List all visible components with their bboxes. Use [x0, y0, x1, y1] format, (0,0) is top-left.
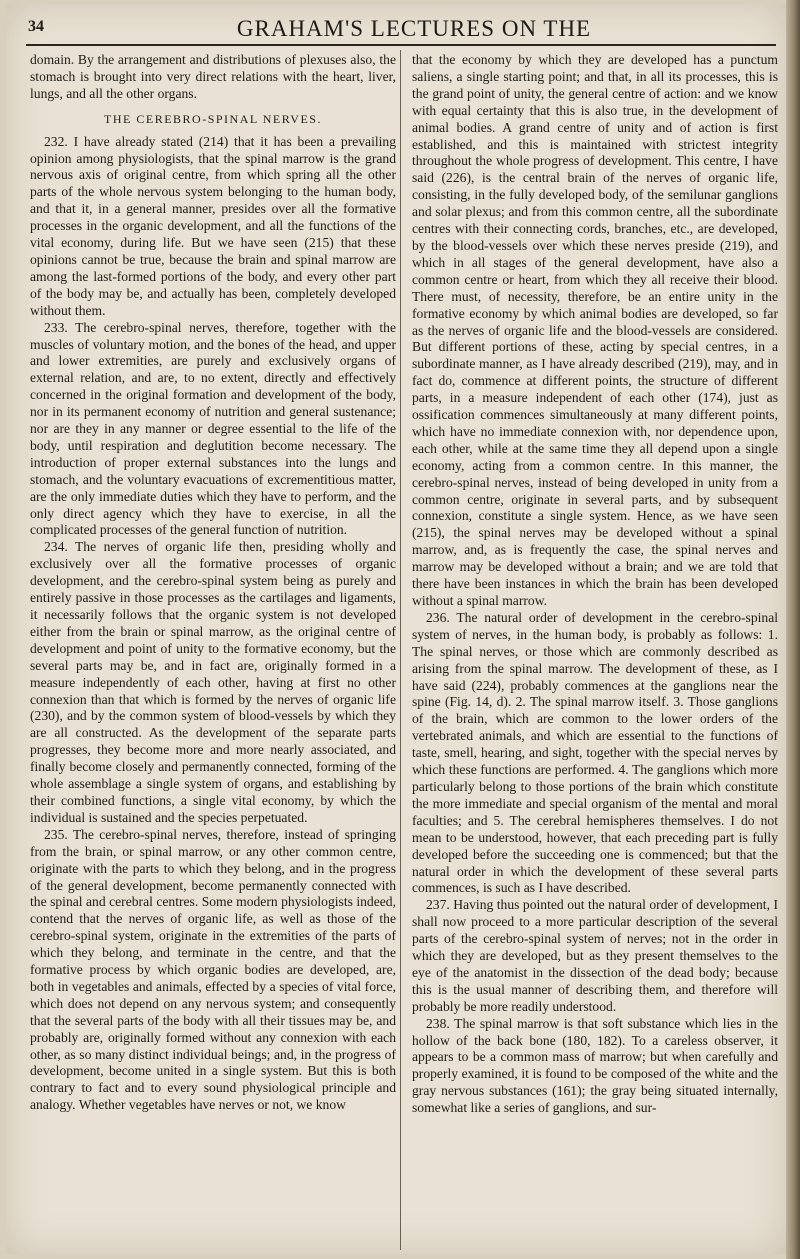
page-number: 34 [28, 18, 44, 35]
paragraph-237: 237. Having thus pointed out the natural order of development, I shall now proceed to a more particular description of the several parts of the cerebro-spinal system of nerves; not in the order in which they are developed, but as they present themselves to the eye of the anatomist in the dissection of the dead body; because this is the usual manner of describing them, and therefore will probably be more readily understood. [412, 897, 778, 1014]
left-column [30, 52, 396, 1114]
paragraph-intro: domain. By the arrangement and distributions of plexuses also, the stomach is brought into very direct relations with the heart, liver, lungs, and all the other organs. [30, 52, 396, 101]
paragraph-234: 234. The nerves of organic life then, presiding wholly and exclusively over all the formative processes of organic development, and the cerebro-spinal system being as purely and entirely passive in those processes as the cartilages and ligaments, it necessarily follows that the organic system is not developed either from the brain or spinal marrow, as the original centre of development and point of unity to the formative economy, but the several parts may be, and in fact are, originally formed in a measure independently of each other, having at first no other connexion than that which is formed by the nerves of organic life (230), and by the common system of blood-vessels by which they are all constructed. As the development of the separate parts progresses, they become more and more nearly associated, and finally become closely and permanently connected, forming of the whole assemblage a single system of organs, and establishing by their combined functions, a single vital economy, by which the individual is sustained and the species perpetuated. [30, 539, 396, 825]
page-edge [786, 0, 800, 1259]
book-page [6, 4, 786, 1254]
paragraph-238: 238. The spinal marrow is that soft substance which lies in the hollow of the back bone (180, 182). To a careless observer, it appears to be a common mass of marrow; but when carefully and properly examined, it is found to be composed of the white and the gray nervous substances (161); the gray being situated internally, somewhat like a series of ganglions, and sur- [412, 1015, 778, 1116]
section-heading: THE CEREBRO-SPINAL NERVES. [104, 111, 322, 126]
header-rule [26, 44, 776, 46]
column-divider [400, 50, 401, 1250]
paragraph-236: 236. The natural order of development in the cerebro-spinal system of nerves, in the human body, is probably as follows: 1. The spinal nerves, or those which are commonly described as arising from the spinal marrow. The development of these, as I have said (224), probably commences at the ganglions near the spine (Fig. 14, d). 2. The spinal marrow itself. 3. Those ganglions of the brain, which are common to the lower orders of the vertebrated animals, and which are essential to the functions of taste, smell, hearing, and sight, together with the special nerves by which these functions are performed. 4. The ganglions which more particularly belong to those portions of the brain which constitute the more immediate and special organism of the mental and moral faculties; and 5. The cerebral hemispheres themselves. I do not mean to be understood, however, that each preceding part is fully developed before the succeeding one is commenced; but that the natural order in which the development of these several parts commences, is such as I have described. [412, 609, 778, 896]
paragraph-233: 233. The cerebro-spinal nerves, therefore, together with the muscles of voluntary motion, and the bones of the head, and upper and lower extremities, are purely and exclusively organs of external relation, and are, to no extent, directly and effectively concerned in the original formation and development of the body, nor in its permanent economy of nutrition and general sustenance; nor are they in any manner or degree essential to the life of the body, until respiration and deglutition become necessary. The introduction of proper external substances into the lungs and stomach, and the voluntary evacuations of excrementitious matter, are the only immediate duties which they have to perform, and the only direct agency which they have to exercise, in all the complicated processes of the general function of nutrition. [30, 319, 396, 538]
right-column [412, 52, 778, 1117]
paragraph-232: 232. I have already stated (214) that it has been a prevailing opinion among physiologists, that the spinal marrow is the grand nervous axis of original centre, from which spring all the other parts of the whole nervous system belonging to the human body, and that it, in a general manner, presides over all the formative processes in the organic development, and all the functions of the vital economy, during life. But we have seen (215) that these opinions cannot be true, because the brain and spinal marrow are among the last-formed portions of the body, and every other part of the body may be, and actually has been, completely developed without them. [30, 133, 396, 318]
paragraph-235: 235. The cerebro-spinal nerves, therefore, instead of springing from the brain, or spinal marrow, or any other common centre, originate with the parts to which they belong, and in the progress of the general development, become permanently connected with the spinal and cerebral centres. Some modern physiologists indeed, contend that the nerves of organic life, as well as those of the cerebro-spinal system, originate in the extremities of the parts of which they belong, and terminate in the centre, and that the formative process by which organic bodies are developed, are, both in vegetables and animals, effected by a species of vital force, which does not depend on any nervous system; and consequently that the several parts of the body with all their tissues may be, and probably are, originally formed without any connexion with each other, as so many distinct individual beings; and, in the progress of development, become united in a single system. But this is both contrary to fact and to every sound physiological principle and analogy. Whether vegetables have nerves or not, we know [30, 826, 396, 1113]
running-head: GRAHAM'S LECTURES ON THE [236, 16, 592, 41]
paragraph-continuation: that the economy by which they are developed has a punctum saliens, a single starting point; and that, in all its processes, this is the grand point of unity, the general centre of action: and we know with equal certainty that this is also true, in the development of animal bodies. A grand centre of unity and of action is first established, and this is maintained with strictest integrity throughout the whole progress of development. This centre, I have said (226), is the central brain of the nerves of organic life, consisting, in the fully developed body, of the semilunar ganglions and solar plexus; and from this common centre, all the subordinate centres with their connecting cords, branches, etc., are developed, by the blood-vessels over which these nerves preside (219), and which in all stages of the general development, have also a common centre or heart, from which they all receive their blood. There must, of necessity, therefore, be an entire unity in the formative economy by which animal bodies are developed, so far as the nerves of organic life and the blood-vessels are considered. But different portions of these, acting by special centres, in a subordinate manner, as I have already described (219), may, and in fact do, commence at different points, the structure of different parts, in a measure independent of each other (174), just as ossification commences simultaneously at many different points, which have no immediate connexion with, nor dependence upon, each other, while at the same time they all depend upon a single economy, acting from a common centre. In this manner, the cerebro-spinal nerves, instead of being developed in unity from a common centre, originate in several parts, and by subsequent connexion, constitute a single system. Hence, as we have seen (215), the spinal nerves may be developed without a spinal marrow, and, as is frequently the case, the spinal nerves and marrow may be developed without a brain; and we are told that there have been instances in which the brain has been developed without a spinal marrow. [412, 52, 778, 608]
page-header [6, 10, 786, 46]
